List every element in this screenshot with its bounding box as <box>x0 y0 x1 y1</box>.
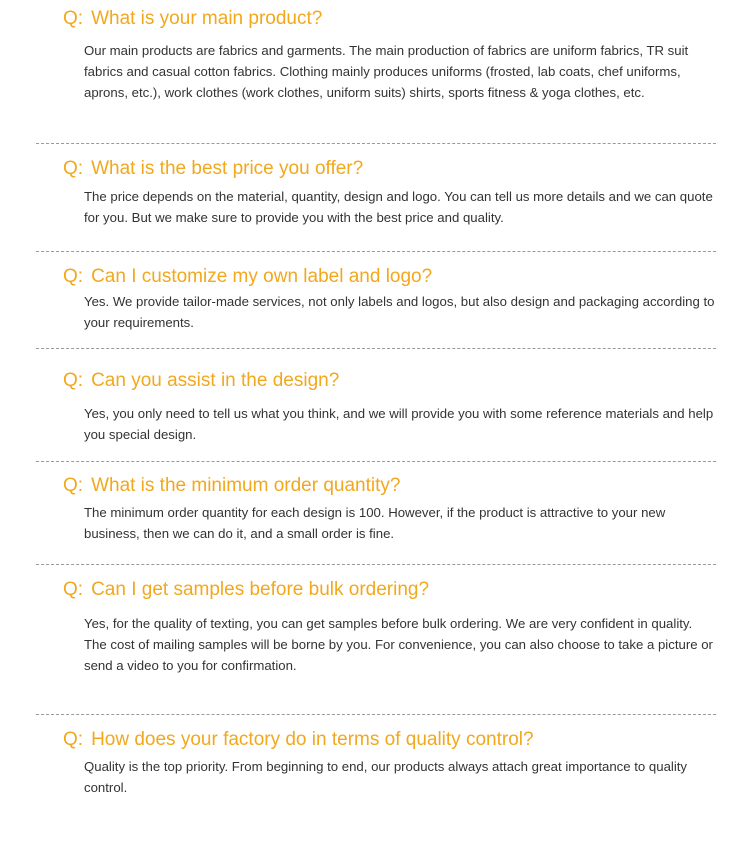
faq-answer-custom-label: Yes. We provide tailor-made services, not only labels and logos, but also design and packaging according to your requirements. <box>84 294 715 330</box>
faq-answer-main-product: Our main products are fabrics and garments. The main production of fabrics are uniform fabrics, TR suit fabrics and casual cotton fabrics. Clothing mainly produces uniforms (frosted, lab coats, chef uniforms, aprons, etc.), work clothes (work clothes, uniform suits) shirts, sports fitness & yoga clothes, etc. <box>84 43 689 100</box>
faq-divider <box>36 714 716 715</box>
faq-answer-moq: The minimum order quantity for each design is 100. However, if the product is attractive to your new business, then we can do it, and a small order is fine. <box>84 505 666 541</box>
faq-question-design-assist: Q: Can you assist in the design? <box>63 370 340 391</box>
faq-question-best-price: Q: What is the best price you offer? <box>63 158 364 179</box>
faq-divider <box>36 564 716 565</box>
faq-divider <box>36 251 716 252</box>
faq-question-quality-control: Q: How does your factory do in terms of quality control? <box>63 729 534 750</box>
faq-divider <box>36 348 716 349</box>
faq-answer-best-price: The price depends on the material, quantity, design and logo. You can tell us more details and we can quote for you. But we make sure to provide you with the best price and quality. <box>84 189 713 225</box>
faq-question-custom-label: Q: Can I customize my own label and logo? <box>63 266 433 287</box>
faq-answer-design-assist: Yes, you only need to tell us what you think, and we will provide you with some reference materials and help you special design. <box>84 406 714 442</box>
faq-question-main-product: Q: What is your main product? <box>63 8 323 29</box>
faq-answer-quality-control: Quality is the top priority. From beginning to end, our products always attach great importance to quality control. <box>84 759 688 795</box>
faq-question-samples: Q: Can I get samples before bulk ordering? <box>63 579 430 600</box>
faq-answer-samples: Yes, for the quality of texting, you can get samples before bulk ordering. We are very confident in quality. The cost of mailing samples will be borne by you. For convenience, you can also choose to take a picture or send a video to you for confirmation. <box>84 616 713 673</box>
faq-divider <box>36 461 716 462</box>
faq-question-moq: Q: What is the minimum order quantity? <box>63 475 401 496</box>
faq-divider <box>36 143 716 144</box>
